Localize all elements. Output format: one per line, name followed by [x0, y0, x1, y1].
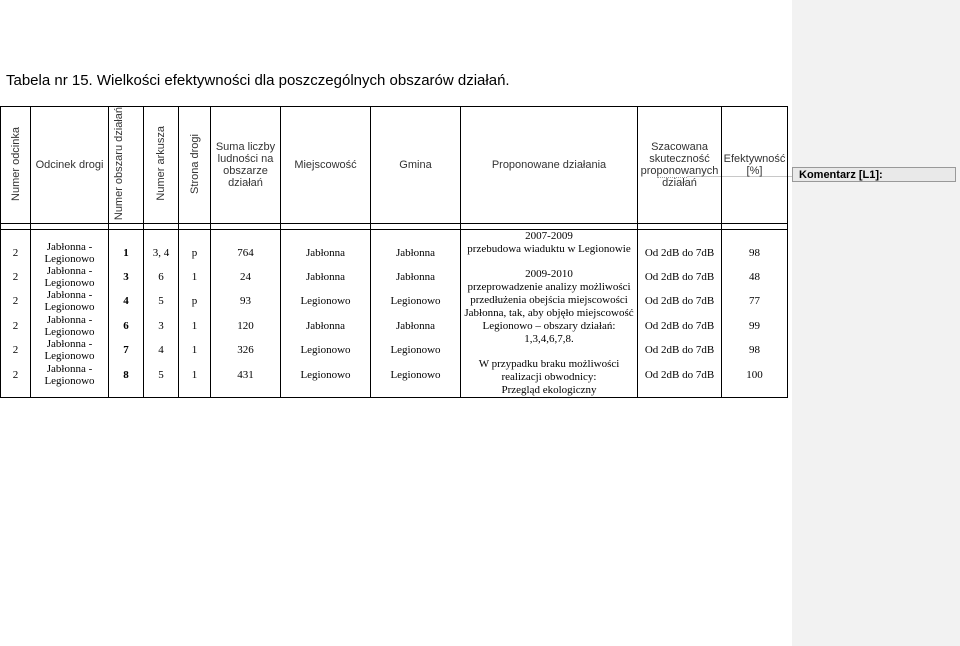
header-proponowane: Proponowane działania — [461, 107, 638, 224]
cell-obszar: 4 — [123, 295, 129, 308]
efficiency-table — [0, 106, 788, 398]
cell-suma: 24 — [240, 271, 251, 284]
cell-suma: 764 — [237, 246, 254, 259]
header-szacowana: Szacowana skuteczność proponowanych działań — [638, 107, 722, 224]
proposed-actions — [461, 230, 637, 397]
proposed-year-1: 2007-2009 — [525, 230, 573, 243]
cell-gmina: Legionowo — [390, 368, 441, 381]
proposed-year-2: 2009-2010 — [525, 268, 573, 281]
cell-odcinek: 2 — [12, 246, 19, 259]
cell-odcinek: 2 — [12, 319, 19, 332]
cell-miejscowosc: Jabłonna — [305, 319, 346, 332]
cell-miejscowosc: Jabłonna — [305, 271, 346, 284]
cell-suma: 326 — [237, 344, 254, 357]
cell-odcinek-drogi: Jabłonna - Legionowo — [44, 313, 95, 338]
proposed-text-1: przebudowa wiaduktu w Legionowie — [467, 243, 631, 256]
cell-obszar: 3 — [123, 271, 129, 284]
header-strona-drogi: Strona drogi — [179, 107, 211, 224]
comment-balloon[interactable]: Komentarz [L1]: — [792, 167, 956, 182]
header-row — [1, 107, 788, 224]
cell-skutecznosc: Od 2dB do 7dB — [644, 271, 715, 284]
cell-obszar: 6 — [123, 319, 129, 332]
cell-odcinek: 2 — [12, 271, 19, 284]
cell-efektywnosc: 98 — [749, 246, 760, 259]
header-suma-liczby: Suma liczby ludności na obszarze działań — [211, 107, 281, 224]
cell-odcinek-drogi: Jabłonna - Legionowo — [44, 362, 95, 387]
cell-efektywnosc: 99 — [749, 319, 760, 332]
cell-obszar: 7 — [123, 344, 129, 357]
cell-gmina: Jabłonna — [395, 271, 436, 284]
cell-gmina: Legionowo — [390, 295, 441, 308]
cell-odcinek-drogi: Jabłonna - Legionowo — [44, 289, 95, 314]
cell-gmina: Jabłonna — [395, 319, 436, 332]
cell-miejscowosc: Legionowo — [300, 344, 351, 357]
cell-gmina: Legionowo — [390, 344, 441, 357]
header-gmina: Gmina — [371, 107, 461, 224]
cell-efektywnosc: 48 — [749, 271, 760, 284]
cell-suma: 120 — [237, 319, 254, 332]
cell-suma: 431 — [237, 368, 254, 381]
cell-skutecznosc: Od 2dB do 7dB — [644, 295, 715, 308]
cell-efektywnosc: 100 — [746, 368, 763, 381]
cell-arkusz: 3, 4 — [152, 246, 170, 259]
col-gmina — [371, 230, 461, 398]
header-numer-obszaru: Numer obszaru działań — [109, 107, 144, 224]
col-miejscowosc — [281, 230, 371, 398]
cell-arkusz: 6 — [158, 271, 164, 284]
cell-suma: 93 — [240, 295, 251, 308]
cell-odcinek-drogi: Jabłonna - Legionowo — [44, 265, 95, 290]
cell-odcinek: 2 — [12, 368, 19, 381]
cell-arkusz: 4 — [158, 344, 164, 357]
col-odcinek — [1, 230, 31, 398]
cell-miejscowosc: Legionowo — [300, 368, 351, 381]
cell-skutecznosc: Od 2dB do 7dB — [644, 368, 715, 381]
comment-margin-pane — [792, 0, 960, 646]
cell-arkusz: 3 — [158, 319, 164, 332]
cell-efektywnosc: 77 — [749, 295, 760, 308]
cell-strona: 1 — [191, 344, 198, 357]
table-body — [1, 230, 788, 398]
cell-odcinek: 2 — [12, 295, 19, 308]
cell-odcinek-drogi: Jabłonna - Legionowo — [44, 240, 95, 265]
cell-odcinek: 2 — [12, 344, 19, 357]
cell-strona: 1 — [191, 271, 198, 284]
cell-gmina: Jabłonna — [395, 246, 436, 259]
proposed-text-3: W przypadku braku możliwości realizacji obwodnicy: — [478, 358, 620, 384]
cell-strona: 1 — [191, 368, 198, 381]
cell-arkusz: 5 — [158, 368, 164, 381]
cell-obszar: 1 — [123, 246, 129, 259]
header-odcinek-drogi: Odcinek drogi — [31, 107, 109, 224]
header-efektywnosc: Efektywność [%] — [722, 107, 788, 224]
cell-strona: p — [191, 246, 198, 259]
cell-miejscowosc: Jabłonna — [305, 246, 346, 259]
cell-obszar: 8 — [123, 368, 129, 381]
cell-arkusz: 5 — [158, 295, 164, 308]
cell-odcinek-drogi: Jabłonna - Legionowo — [44, 338, 95, 363]
cell-strona: 1 — [191, 319, 198, 332]
col-skutecznosc — [638, 230, 722, 398]
col-proponowane — [461, 230, 638, 398]
header-numer-arkusza: Numer arkusza — [144, 107, 179, 224]
proposed-text-2: przeprowadzenie analizy możliwości przedłużenia obejścia miejscowości Jabłonna, tak, aby objęło miejscowość Legionowo – obszary działań: 1,3,4,6,7,8. — [464, 281, 634, 346]
col-arkusz — [144, 230, 179, 398]
cell-efektywnosc: 98 — [749, 344, 760, 357]
col-suma — [211, 230, 281, 398]
cell-skutecznosc: Od 2dB do 7dB — [644, 319, 715, 332]
cell-miejscowosc: Legionowo — [300, 295, 351, 308]
col-efektywnosc — [722, 230, 788, 398]
col-strona — [179, 230, 211, 398]
col-odcinek-drogi — [31, 230, 109, 398]
col-obszar — [109, 230, 144, 398]
cell-strona: p — [191, 295, 198, 308]
header-miejscowosc: Miejscowość — [281, 107, 371, 224]
header-numer-odcinka: Numer odcinka — [1, 107, 31, 224]
cell-skutecznosc: Od 2dB do 7dB — [644, 344, 715, 357]
cell-skutecznosc: Od 2dB do 7dB — [644, 246, 715, 259]
proposed-link: Przegląd ekologiczny — [501, 384, 597, 397]
table-caption: Tabela nr 15. Wielkości efektywności dla poszczególnych obszarów działań. — [6, 72, 510, 89]
